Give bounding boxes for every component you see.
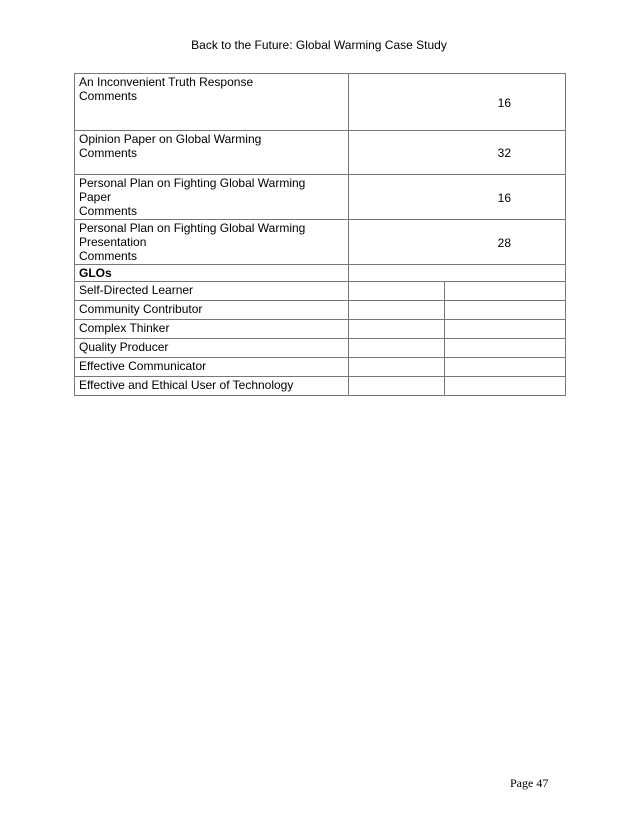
glo-row	[75, 377, 566, 396]
assignment-title: Personal Plan on Fighting Global Warming	[79, 176, 306, 190]
assignment-points: 16	[349, 74, 566, 131]
glo-score-cell	[349, 339, 445, 358]
glo-row	[75, 339, 566, 358]
glo-row	[75, 320, 566, 339]
assignment-title: Personal Plan on Fighting Global Warming	[79, 221, 306, 235]
rubric-table	[74, 73, 566, 396]
assignment-description	[75, 131, 349, 175]
assignment-description	[75, 220, 349, 265]
glo-score-cell	[445, 377, 566, 396]
glo-label: Effective Communicator	[75, 358, 349, 377]
glo-row	[75, 282, 566, 301]
assignment-description	[75, 175, 349, 220]
assignment-subtitle: Paper	[79, 190, 112, 204]
assignment-title: Opinion Paper on Global Warming	[79, 132, 262, 146]
glo-score-cell	[445, 301, 566, 320]
glo-header-row	[75, 265, 566, 282]
assignment-row	[75, 175, 566, 220]
glo-label: Self-Directed Learner	[75, 282, 349, 301]
glo-header-blank	[349, 265, 566, 282]
glo-row	[75, 358, 566, 377]
assignment-comments-label: Comments	[79, 89, 138, 103]
glo-heading: GLOs	[75, 265, 349, 282]
glo-label: Complex Thinker	[75, 320, 349, 339]
glo-score-cell	[445, 320, 566, 339]
assignment-title: An Inconvenient Truth Response	[79, 75, 254, 89]
glo-row	[75, 301, 566, 320]
assignment-comments-label: Comments	[79, 204, 138, 218]
assignment-row	[75, 131, 566, 175]
assignment-row	[75, 74, 566, 131]
assignment-subtitle: Presentation	[79, 235, 147, 249]
assignment-points: 28	[349, 220, 566, 265]
page-header: Back to the Future: Global Warming Case Study	[191, 38, 447, 52]
assignment-description	[75, 74, 349, 131]
glo-score-cell	[349, 301, 445, 320]
glo-label: Community Contributor	[75, 301, 349, 320]
glo-score-cell	[445, 339, 566, 358]
glo-score-cell	[349, 320, 445, 339]
page-number: Page 47	[510, 776, 549, 790]
glo-score-cell	[349, 358, 445, 377]
assignment-points: 32	[349, 131, 566, 175]
glo-score-cell	[349, 282, 445, 301]
assignment-comments-label: Comments	[79, 146, 138, 160]
assignment-row	[75, 220, 566, 265]
assignment-points: 16	[349, 175, 566, 220]
glo-label: Effective and Ethical User of Technology	[75, 377, 349, 396]
glo-score-cell	[445, 358, 566, 377]
glo-score-cell	[349, 377, 445, 396]
glo-score-cell	[445, 282, 566, 301]
assignment-comments-label: Comments	[79, 249, 138, 263]
glo-label: Quality Producer	[75, 339, 349, 358]
